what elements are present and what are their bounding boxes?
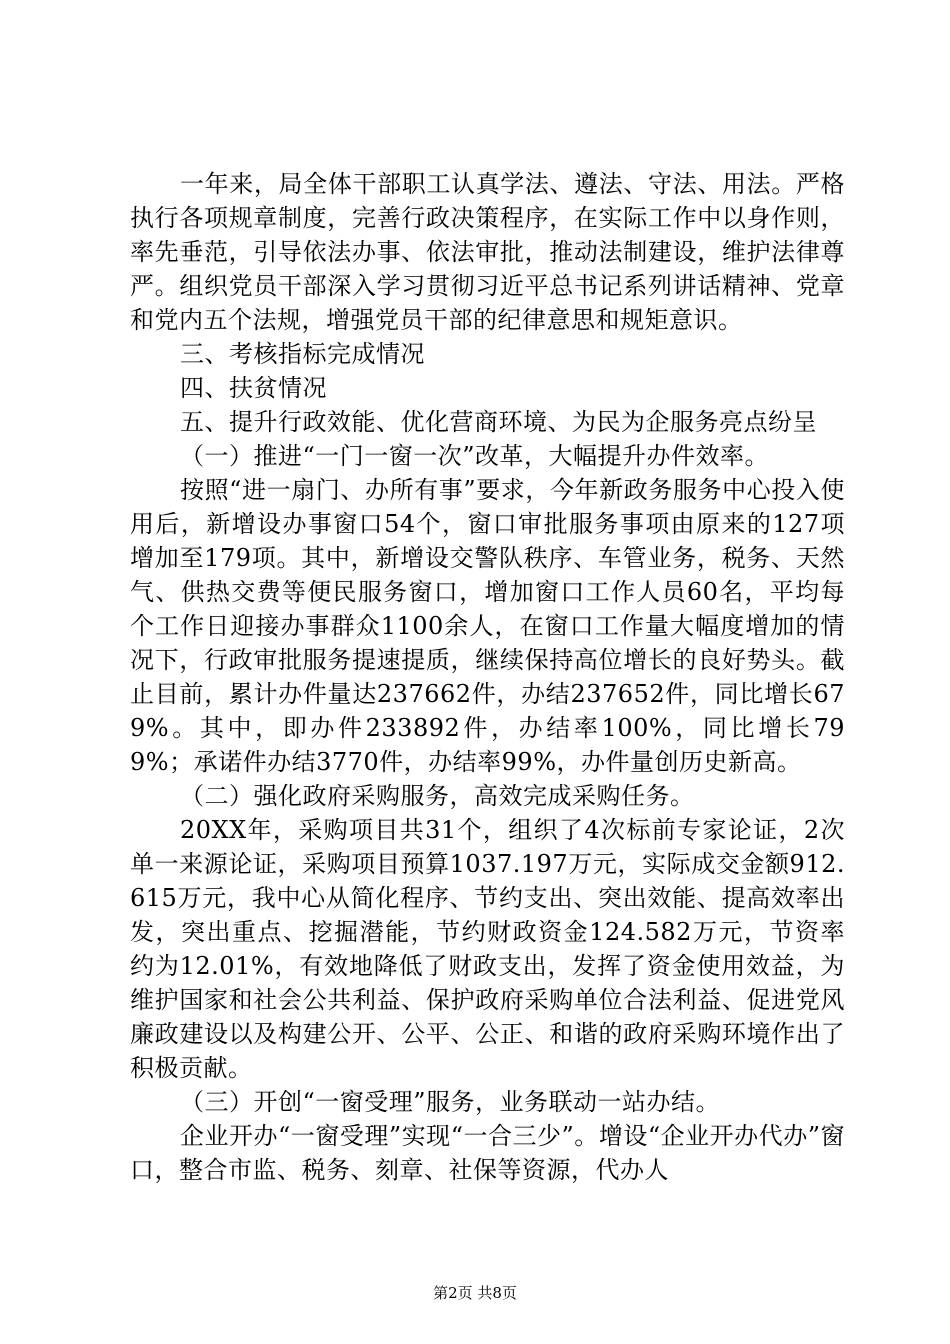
section-heading-assessment: 三、考核指标完成情况 [180, 340, 425, 368]
subheading-procurement: （二）强化政府采购服务，高效完成采购任务。 [180, 782, 695, 810]
paragraph-law-compliance: 一年来，局全体干部职工认真学法、遵法、守法、用法。严格执行各项规章制度，完善行政决策程序，在实际工作中以身作则，率先垂范，引导依法办事、依法审批，推动法制建设，维护法律尊严。组织党员干部深入学习贯彻习近平总书记系列讲话精神、党章和党内五个法规，增强党员干部的纪律意思和规矩意识。 [130, 170, 845, 334]
subheading-one-window: （三）开创“一窗受理”服务，业务联动一站办结。 [180, 1088, 721, 1116]
document-body [130, 167, 845, 1187]
paragraph-service-center: 按照“进一扇门、办所有事”要求，今年新政务服务中心投入使用后，新增设办事窗口54个，窗口审批服务事项由原来的127项增加至179项。其中，新增设交警队秩序、车管业务，税务、天然气、供热交费等便民服务窗口，增加窗口工作人员60名，平均每个工作日迎接办事群众1100余人，在窗口工作量大幅度增加的情况下，行政审批服务提速提质，继续保持高位增长的良好势头。截止目前，累计办件量达237662件，办结237652件，同比增长679%。其中，即办件233892件，办结率100%，同比增长799%；承诺件办结3770件，办结率99%，办件量创历史新高。 [130, 476, 845, 776]
subheading-one-door-reform: （一）推进“一门一窗一次”改革，大幅提升办件效率。 [180, 442, 770, 470]
paragraph-enterprise-opening: 企业开办“一窗受理”实现“一合三少”。增设“企业开办代办”窗口，整合市监、税务、刻章、社保等资源，代办人 [130, 1122, 845, 1184]
paragraph-procurement: 20XX年，采购项目共31个，组织了4次标前专家论证，2次单一来源论证，采购项目预算1037.197万元，实际成交金额912.615万元，我中心从简化程序、节约支出、突出效能、提高效率出发，突出重点、挖掘潜能，节约财政资金124.582万元，节资率约为12.01%，有效地降低了财政支出，发挥了资金使用效益，为维护国家和社会公共利益、保护政府采购单位合法利益、促进党风廉政建设以及构建公开、公平、公正、和谐的政府采购环境作出了积极贡献。 [130, 816, 845, 1082]
page-footer: 第2页 共8页 [433, 1284, 517, 1302]
section-heading-poverty: 四、扶贫情况 [180, 374, 327, 402]
section-heading-efficiency: 五、提升行政效能、优化营商环境、为民为企服务亮点纷呈 [180, 408, 817, 436]
